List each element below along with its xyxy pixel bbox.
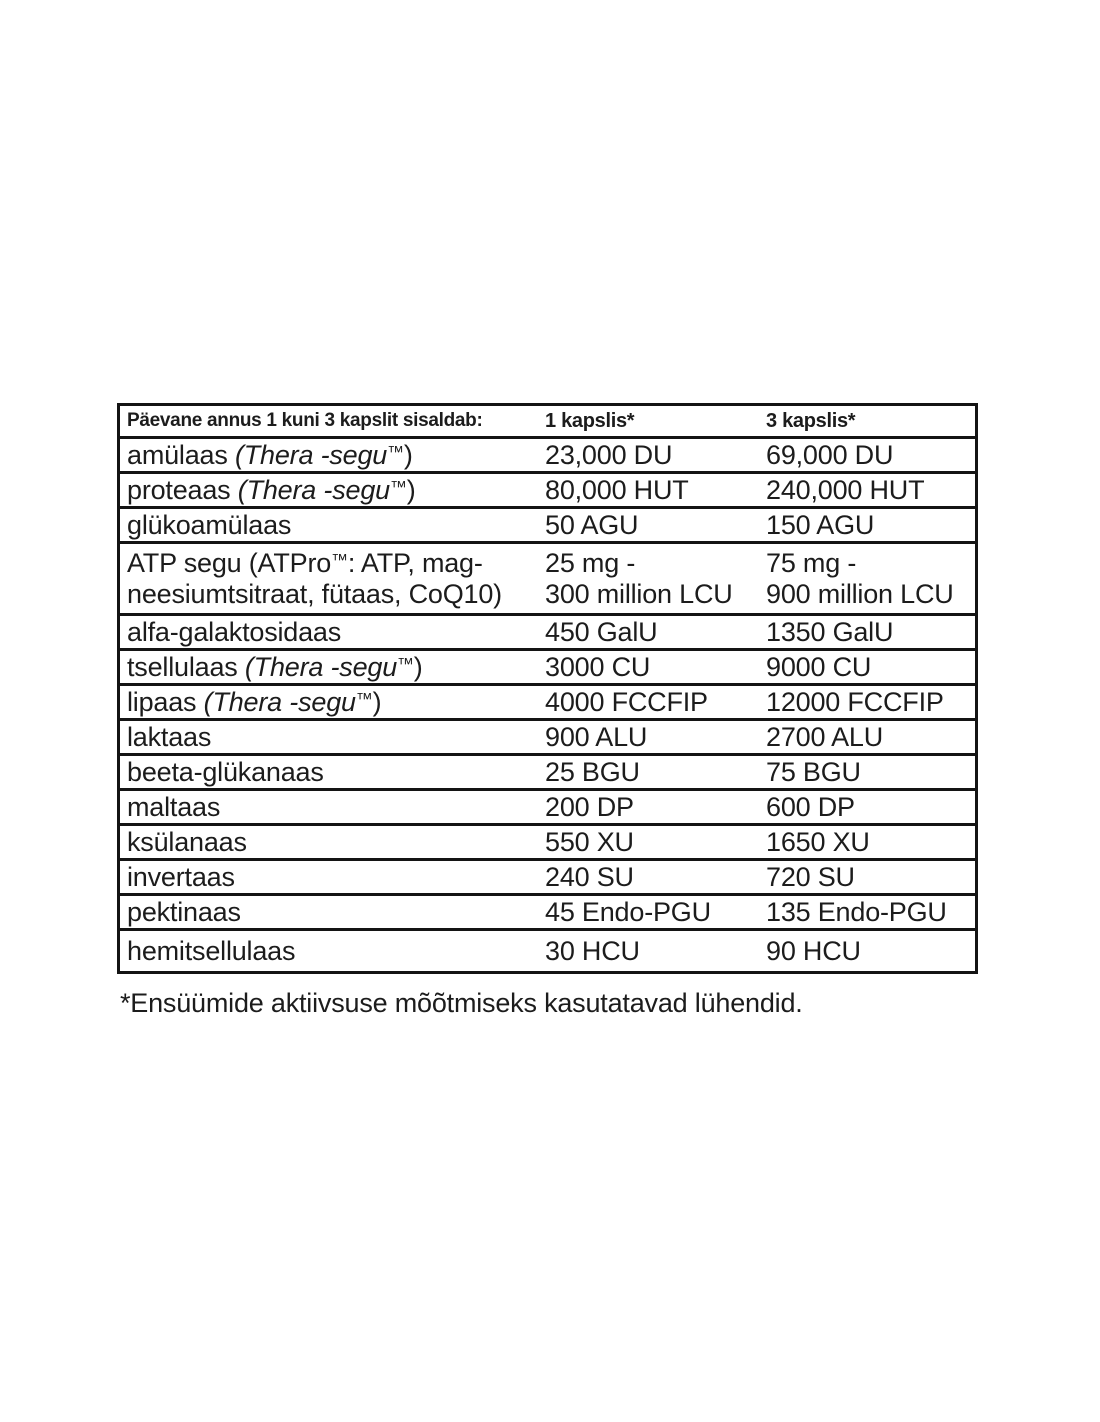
- value-1-capsule: 450 GalU: [545, 616, 658, 647]
- table-row-maltaas: [120, 791, 975, 826]
- value-3-capsules: 240,000 HUT: [766, 474, 925, 505]
- table-header-row: [120, 406, 975, 439]
- header-daily-dose: Päevane annus 1 kuni 3 kapslit sisaldab:: [127, 410, 483, 432]
- table-row-alfa-galaktosidaas: [120, 616, 975, 651]
- value-3-capsules: 69,000 DU: [766, 439, 894, 470]
- value-3-capsules: 720 SU: [766, 861, 855, 892]
- value-1-capsule: 80,000 HUT: [545, 474, 689, 505]
- table-row-glukoamulaas: [120, 509, 975, 544]
- table-row-pektinaas: [120, 896, 975, 931]
- enzyme-name: proteaas (Thera -segu™): [127, 474, 416, 505]
- value-1-capsule: 4000 FCCFIP: [545, 686, 708, 717]
- enzyme-name: beeta-glükanaas: [127, 756, 324, 787]
- value-3-capsules: 9000 CU: [766, 651, 872, 682]
- table-row-atp-segu: [120, 544, 975, 616]
- header-3-capsules: 3 kapslis*: [766, 409, 856, 432]
- table-row-laktaas: [120, 721, 975, 756]
- value-1-capsule: 23,000 DU: [545, 439, 673, 470]
- value-3-capsules: 90 HCU: [766, 935, 861, 966]
- value-3-capsules: 150 AGU: [766, 509, 875, 540]
- enzyme-name: invertaas: [127, 861, 235, 892]
- value-3-capsules: 135 Endo-PGU: [766, 896, 947, 927]
- value-1-capsule: 45 Endo-PGU: [545, 896, 711, 927]
- enzyme-name: glükoamülaas: [127, 509, 292, 540]
- enzyme-name: ATP segu (ATPro™: ATP, mag- neesiumtsitraat, fütaas, CoQ10): [127, 548, 502, 609]
- table-row-hemitsellulaas: [120, 931, 975, 971]
- value-1-capsule: 900 ALU: [545, 721, 648, 752]
- enzyme-name: maltaas: [127, 791, 221, 822]
- enzyme-name: hemitsellulaas: [127, 935, 296, 966]
- value-1-capsule: 50 AGU: [545, 509, 639, 540]
- table-row-tsellulaas: [120, 651, 975, 686]
- value-3-capsules: 600 DP: [766, 791, 855, 822]
- value-3-capsules: 12000 FCCFIP: [766, 686, 944, 717]
- value-3-capsules: 75 mg - 900 million LCU: [766, 548, 954, 609]
- table-row-ksulanaas: [120, 826, 975, 861]
- enzyme-name: pektinaas: [127, 896, 241, 927]
- table-row-invertaas: [120, 861, 975, 896]
- table-row-amulaas: [120, 439, 975, 474]
- header-1-capsule: 1 kapslis*: [545, 409, 635, 432]
- enzyme-name: laktaas: [127, 721, 212, 752]
- table-row-proteaas: [120, 474, 975, 509]
- abbreviations-footnote: *Ensüümide aktiivsuse mõõtmiseks kasutatavad lühendid.: [120, 988, 803, 1018]
- value-3-capsules: 1650 XU: [766, 826, 870, 857]
- value-1-capsule: 200 DP: [545, 791, 634, 822]
- enzyme-name: tsellulaas (Thera -segu™): [127, 651, 423, 682]
- value-1-capsule: 30 HCU: [545, 935, 640, 966]
- value-1-capsule: 25 mg - 300 million LCU: [545, 548, 733, 609]
- value-1-capsule: 25 BGU: [545, 756, 640, 787]
- value-3-capsules: 1350 GalU: [766, 616, 894, 647]
- table-row-lipaas: [120, 686, 975, 721]
- enzyme-name: ksülanaas: [127, 826, 247, 857]
- table-row-beeta-glukanaas: [120, 756, 975, 791]
- value-1-capsule: 240 SU: [545, 861, 634, 892]
- value-3-capsules: 75 BGU: [766, 756, 861, 787]
- enzyme-name: lipaas (Thera -segu™): [127, 686, 382, 717]
- value-3-capsules: 2700 ALU: [766, 721, 883, 752]
- value-1-capsule: 3000 CU: [545, 651, 651, 682]
- enzyme-name: alfa-galaktosidaas: [127, 616, 342, 647]
- supplement-facts-table: [117, 403, 978, 974]
- value-1-capsule: 550 XU: [545, 826, 634, 857]
- enzyme-name: amülaas (Thera -segu™): [127, 439, 413, 470]
